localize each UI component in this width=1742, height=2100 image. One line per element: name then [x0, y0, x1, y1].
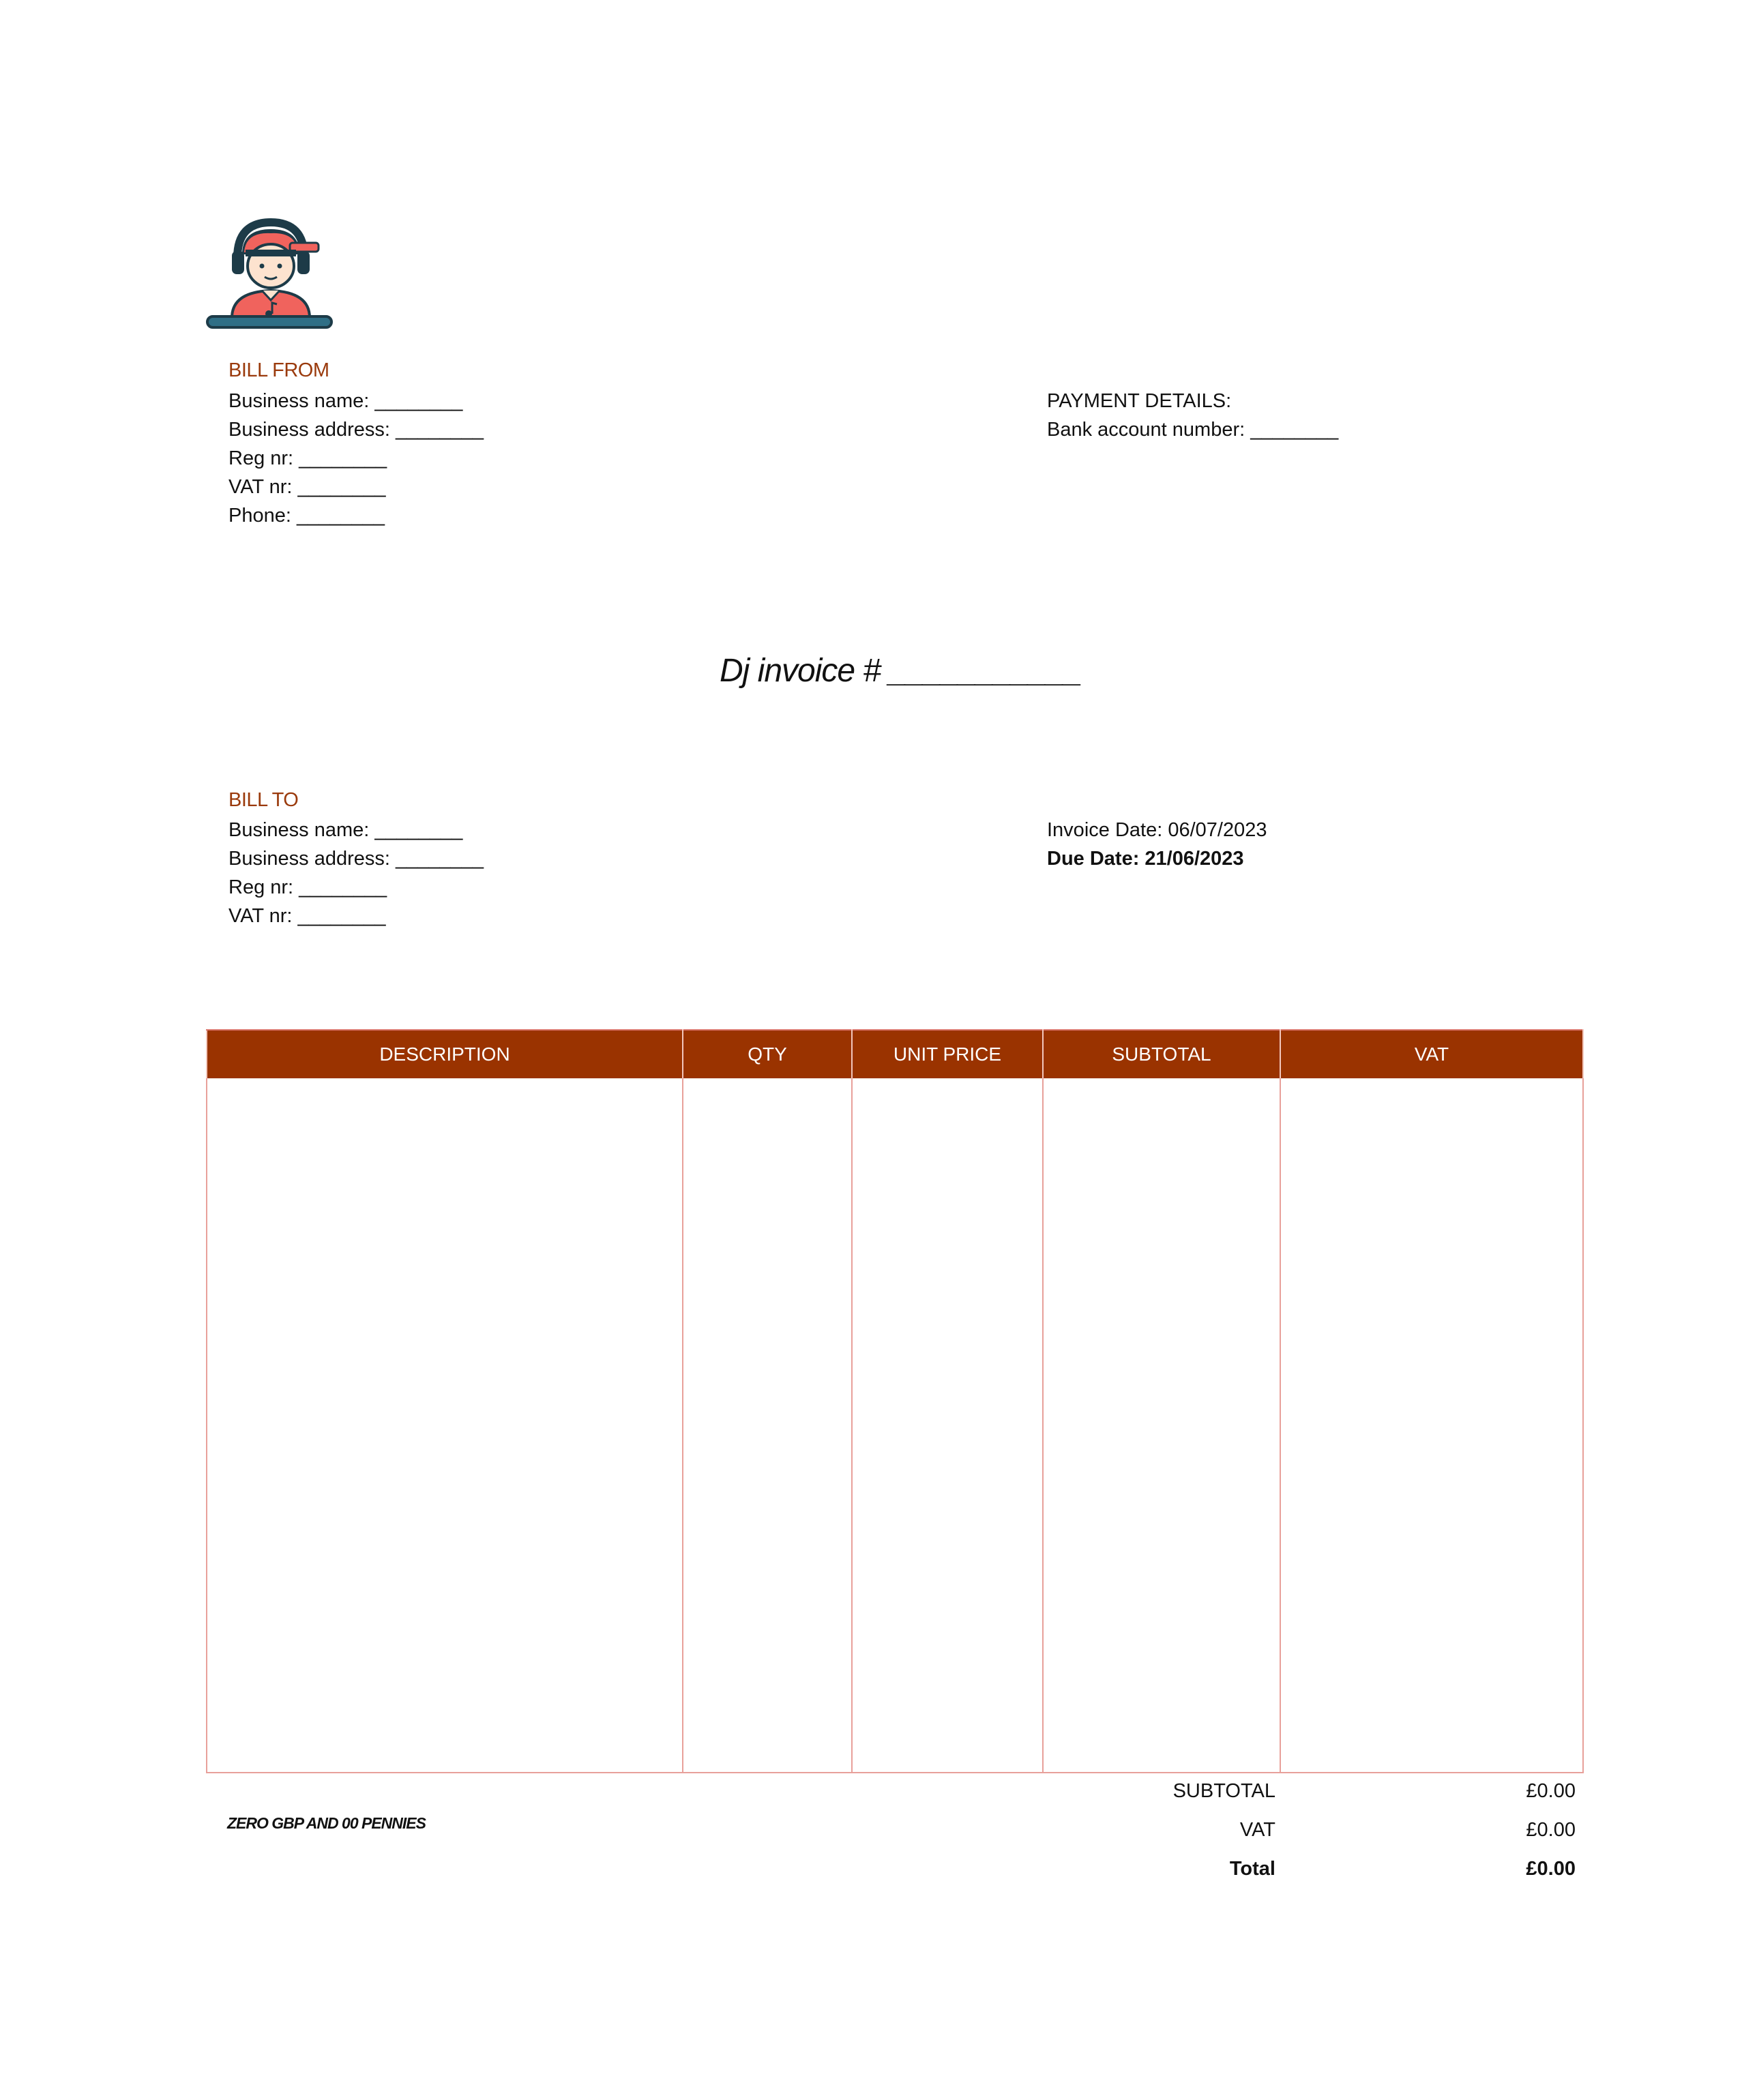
items-table-header	[207, 1030, 1583, 1078]
bill-to-block	[228, 816, 484, 930]
bill-to-reg-nr: Reg nr: ________	[228, 876, 387, 898]
bill-from-business-address: Business address: ________	[228, 419, 484, 441]
cell-qty	[683, 1078, 852, 1773]
bill-to-business-name: Business name: ________	[228, 819, 463, 841]
invoice-dates-block	[1047, 816, 1267, 873]
bill-to-vat-nr: VAT nr: ________	[228, 905, 386, 927]
cell-description	[207, 1078, 683, 1773]
cell-subtotal	[1043, 1078, 1280, 1773]
column-header-vat: VAT	[1280, 1030, 1583, 1078]
bill-to-heading: BILL TO	[228, 789, 299, 811]
column-header-unit-price: UNIT PRICE	[852, 1030, 1043, 1078]
bill-from-heading: BILL FROM	[228, 359, 329, 381]
bill-from-vat-nr: VAT nr: ________	[228, 476, 386, 498]
cell-unit-price	[852, 1078, 1043, 1773]
bill-from-business-name: Business name: ________	[228, 390, 463, 412]
subtotal-value: £0.00	[1526, 1780, 1576, 1802]
total-label: Total	[1229, 1858, 1275, 1880]
total-value: £0.00	[1526, 1858, 1576, 1880]
payment-details-heading: PAYMENT DETAILS:	[1047, 390, 1232, 412]
invoice-date: Invoice Date: 06/07/2023	[1047, 819, 1267, 841]
bill-from-phone: Phone: ________	[228, 505, 385, 527]
column-header-subtotal: SUBTOTAL	[1043, 1030, 1280, 1078]
column-header-description: DESCRIPTION	[207, 1030, 683, 1078]
table-row	[207, 1078, 1583, 1773]
items-table	[206, 1029, 1584, 1773]
bill-to-business-address: Business address: ________	[228, 848, 484, 870]
vat-label: VAT	[1239, 1819, 1275, 1841]
payment-details-block	[1047, 387, 1338, 444]
column-header-qty: QTY	[683, 1030, 852, 1078]
invoice-title: Dj invoice # ___________	[720, 653, 1082, 689]
vat-value: £0.00	[1526, 1819, 1576, 1841]
bill-from-block	[228, 387, 484, 530]
due-date: Due Date: 21/06/2023	[1047, 848, 1244, 870]
cell-vat	[1280, 1078, 1583, 1773]
dj-avatar-icon	[205, 217, 334, 333]
subtotal-label: SUBTOTAL	[1172, 1780, 1275, 1802]
bank-account-number: Bank account number: ________	[1047, 419, 1339, 441]
bill-from-reg-nr: Reg nr: ________	[228, 447, 387, 469]
amount-in-words: ZERO GBP AND 00 PENNIES	[227, 1814, 426, 1832]
